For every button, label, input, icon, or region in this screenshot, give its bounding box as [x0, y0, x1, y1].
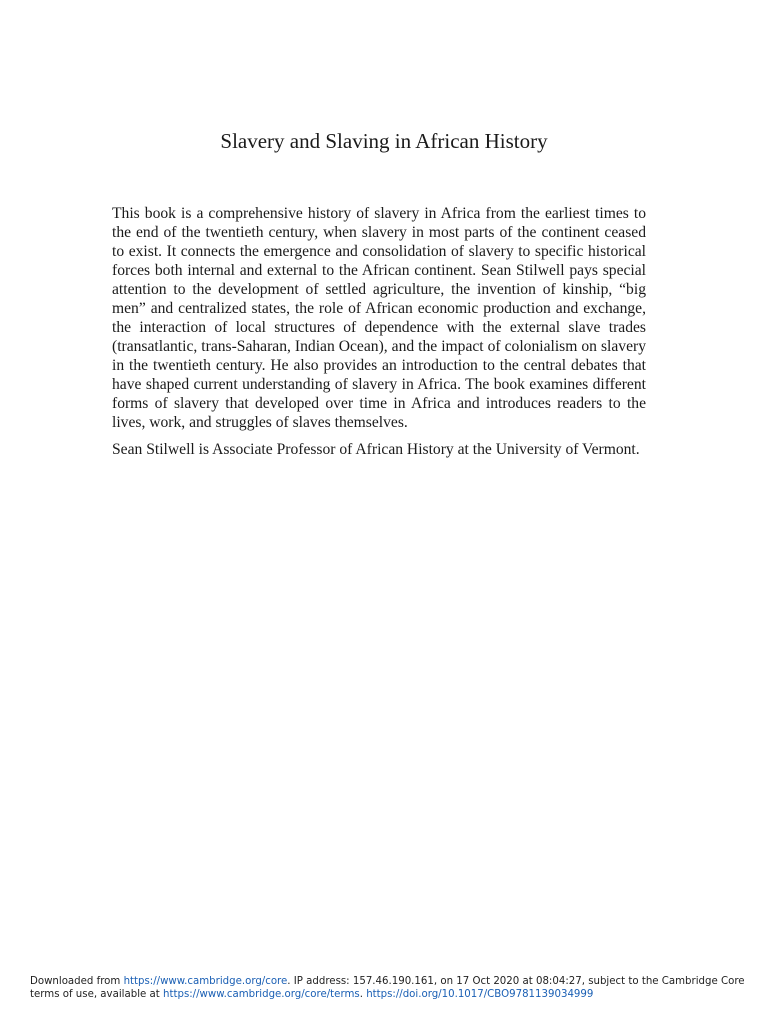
- ip-address-text: . IP address: 157.46.190.161, on 17 Oct 2020 at 08:04:27, subject to the Cambridge Core: [287, 976, 745, 987]
- page-title: Slavery and Slaving in African History: [220, 129, 548, 153]
- terms-prefix-text: terms of use, available at: [30, 989, 160, 1000]
- downloaded-from-text: Downloaded from: [30, 976, 121, 987]
- author-bio-paragraph: Sean Stilwell is Associate Professor of African History at the University of Vermont.: [112, 441, 640, 458]
- doi-link[interactable]: https://doi.org/10.1017/CBO9781139034999: [366, 989, 594, 1000]
- book-description-block: [112, 204, 646, 467]
- footer-line-2: [30, 988, 750, 1001]
- cambridge-core-link[interactable]: https://www.cambridge.org/core: [123, 976, 288, 987]
- separator-text: .: [359, 989, 363, 1000]
- terms-link[interactable]: https://www.cambridge.org/core/terms: [163, 989, 360, 1000]
- download-footer: [30, 975, 750, 1001]
- footer-line-1: [30, 975, 750, 988]
- book-description-paragraph: This book is a comprehensive history of slavery in Africa from the earliest times to the end of the twentieth century, when slavery in most parts of the continent ceased to exist. It connects the emergence and consolidation of slavery to specific historical forces both internal and external to the African continent. Sean Stilwell pays special attention to the development of settled agriculture, the invention of kinship, “big men” and centralized states, the role of African economic production and exchange, the interaction of local structures of dependence with the external slave trades (transatlantic, trans-Saharan, Indian Ocean), and the impact of colonialism on slavery in the twentieth century. He also provides an introduction to the central debates that have shaped current understanding of slavery in Africa. The book examines different forms of slavery that developed over time in Africa and introduces readers to the lives, work, and struggles of slaves themselves.: [112, 205, 646, 431]
